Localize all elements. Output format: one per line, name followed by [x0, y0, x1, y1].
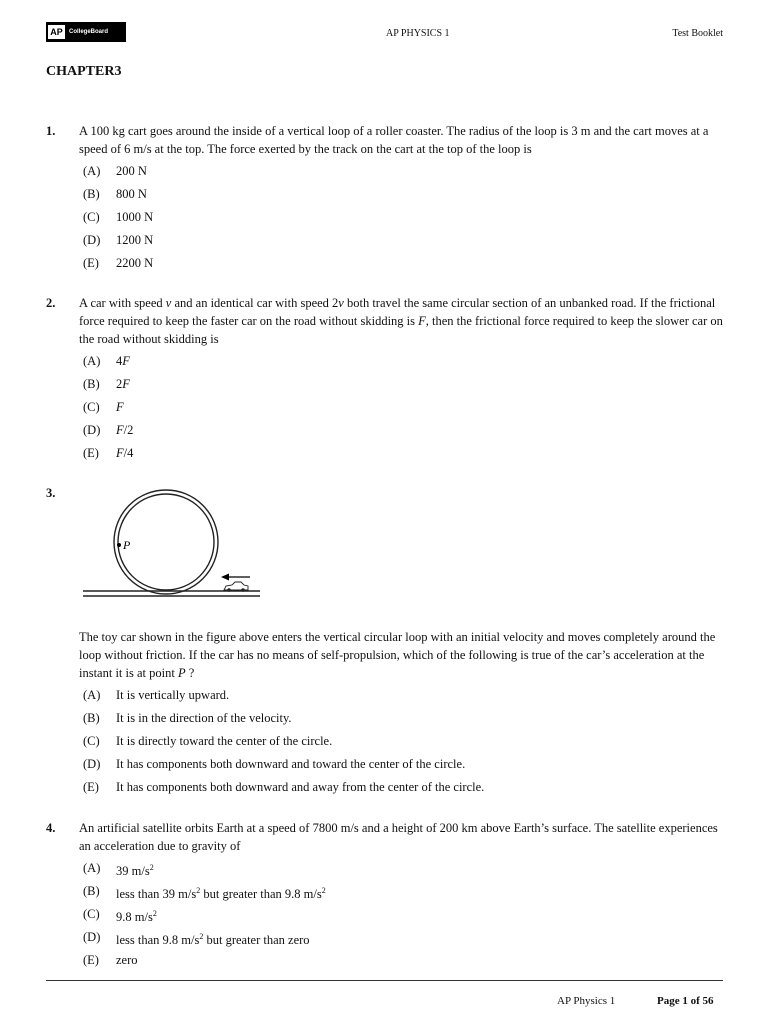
question-number: 2.: [46, 296, 56, 310]
answer-choices: [83, 686, 726, 801]
car-wheel: [227, 588, 231, 592]
car-wheel: [241, 588, 245, 592]
choice-label: (A): [83, 164, 101, 178]
choice-a[interactable]: [83, 859, 726, 882]
variable-f: F: [418, 314, 426, 328]
choice-e[interactable]: [83, 951, 726, 974]
choice-d[interactable]: [83, 421, 726, 444]
choice-text: 1000 N: [116, 210, 154, 224]
choice-label: (E): [83, 256, 99, 270]
choice-label: (C): [83, 907, 100, 921]
choice-text: less than 39 $m/s^2$ but greater than 9.8 $m/s^2$: [116, 886, 326, 902]
question-4: [46, 819, 726, 974]
choice-text: 4F: [116, 354, 130, 368]
text-segment: A car with speed: [79, 296, 166, 310]
text-segment: , then the frictional force required to keep the slower car on the road without skidding is: [79, 314, 723, 346]
text-segment: The toy car shown in the figure above enters the vertical circular loop with an initial velocity and moves completely around the loop without friction. If the car has no means of self-propulsion, which of the following is true of the car’s acceleration at the instant it is at point: [79, 630, 716, 680]
loop-diagram: [80, 485, 270, 605]
choice-label: (A): [83, 354, 101, 368]
choice-c[interactable]: [83, 208, 726, 231]
choice-b[interactable]: [83, 185, 726, 208]
header-booklet-label: Test Booklet: [672, 28, 723, 39]
footer-course: AP Physics 1: [557, 995, 616, 1007]
choice-text: zero: [116, 953, 138, 967]
choice-label: (A): [83, 688, 101, 702]
chapter-title: CHAPTER3: [46, 64, 122, 79]
answer-choices: [83, 162, 726, 277]
choice-b[interactable]: [83, 882, 726, 905]
variable-v: v: [165, 296, 172, 310]
choice-text: It is in the direction of the velocity.: [116, 711, 292, 725]
question-1: [46, 122, 726, 277]
choice-a[interactable]: [83, 162, 726, 185]
choice-b[interactable]: [83, 375, 726, 398]
choice-label: (B): [83, 187, 100, 201]
choice-text: F/2: [116, 423, 134, 437]
choice-text: It is vertically upward.: [116, 688, 230, 702]
ap-collegeboard-logo: [46, 22, 126, 42]
choice-label: (C): [83, 210, 100, 224]
choice-a[interactable]: [83, 352, 726, 375]
choice-label: (A): [83, 861, 101, 875]
answer-choices: [83, 352, 726, 467]
choice-text: 39 $m/s^2$: [116, 863, 154, 879]
choice-label: (E): [83, 780, 99, 794]
question-2: [46, 294, 726, 467]
question-text: An artificial satellite orbits Earth at a speed of 7800 m/s and a height of 200 km above Earth’s surface. The satellite experiences an acceleration due to gravity of: [79, 821, 718, 853]
choice-text: 1200 N: [116, 233, 154, 247]
choice-label: (B): [83, 377, 100, 391]
question-number: 1.: [46, 124, 56, 138]
variable-p: P: [177, 666, 186, 680]
question-text: [79, 628, 726, 682]
choice-text: F/4: [116, 446, 134, 460]
text-segment: both travel the same circular section of an unbanked road. If the frictional force required to keep the faster car on the road without skidding is: [79, 296, 716, 328]
choice-d[interactable]: [83, 928, 726, 951]
ap-logo-mark: AP: [48, 25, 65, 39]
question-text: [79, 294, 726, 348]
question-text: A 100 kg cart goes around the inside of a vertical loop of a roller coaster. The radius of the loop is 3 m and the cart moves at a speed of 6 m/s at the top. The force exerted by the track on the cart at the top of the loop is: [79, 124, 709, 156]
choice-c[interactable]: [83, 732, 726, 755]
text-segment: ?: [185, 666, 195, 680]
choice-label: (D): [83, 423, 101, 437]
question-3: [46, 628, 726, 801]
choice-d[interactable]: [83, 755, 726, 778]
choice-text: 9.8 $m/s^2$: [116, 909, 157, 925]
velocity-arrow-head: [221, 574, 229, 581]
point-p-dot: [117, 543, 121, 547]
choice-label: (C): [83, 400, 100, 414]
answer-choices: [83, 859, 726, 974]
toy-car-icon: [224, 582, 248, 590]
variable-v: v: [338, 296, 344, 310]
choice-text: 2F: [116, 377, 130, 391]
choice-d[interactable]: [83, 231, 726, 254]
choice-text: 200 N: [116, 164, 147, 178]
choice-text: F: [116, 400, 124, 414]
choice-text: It has components both downward and away from the center of the circle.: [116, 780, 485, 794]
choice-a[interactable]: [83, 686, 726, 709]
choice-label: (B): [83, 711, 100, 725]
choice-text: less than 9.8 $m/s^2$ but greater than zero: [116, 932, 310, 948]
text-segment: and an identical car with speed 2: [171, 296, 339, 310]
choice-label: (C): [83, 734, 100, 748]
loop-inner: [118, 494, 214, 590]
choice-label: (E): [83, 446, 99, 460]
choice-label: (E): [83, 953, 99, 967]
choice-e[interactable]: [83, 254, 726, 277]
choice-e[interactable]: [83, 444, 726, 467]
collegeboard-wordmark: CollegeBoard: [69, 29, 109, 35]
header-title: AP PHYSICS 1: [386, 28, 450, 39]
choice-label: (D): [83, 233, 101, 247]
choice-text: 2200 N: [116, 256, 154, 270]
point-p-label: P: [123, 538, 131, 552]
choice-text: It is directly toward the center of the circle.: [116, 734, 333, 748]
choice-c[interactable]: [83, 398, 726, 421]
question-number: 4.: [46, 821, 56, 835]
choice-e[interactable]: [83, 778, 726, 801]
choice-label: (D): [83, 757, 101, 771]
footer-divider: [46, 980, 723, 981]
choice-label: (D): [83, 930, 101, 944]
choice-label: (B): [83, 884, 100, 898]
question-number: 3.: [46, 486, 56, 500]
choice-c[interactable]: [83, 905, 726, 928]
choice-text: It has components both downward and toward the center of the circle.: [116, 757, 466, 771]
page-number: Page 1 of 56: [657, 995, 714, 1007]
choice-b[interactable]: [83, 709, 726, 732]
choice-text: 800 N: [116, 187, 147, 201]
page-header: [46, 22, 723, 46]
